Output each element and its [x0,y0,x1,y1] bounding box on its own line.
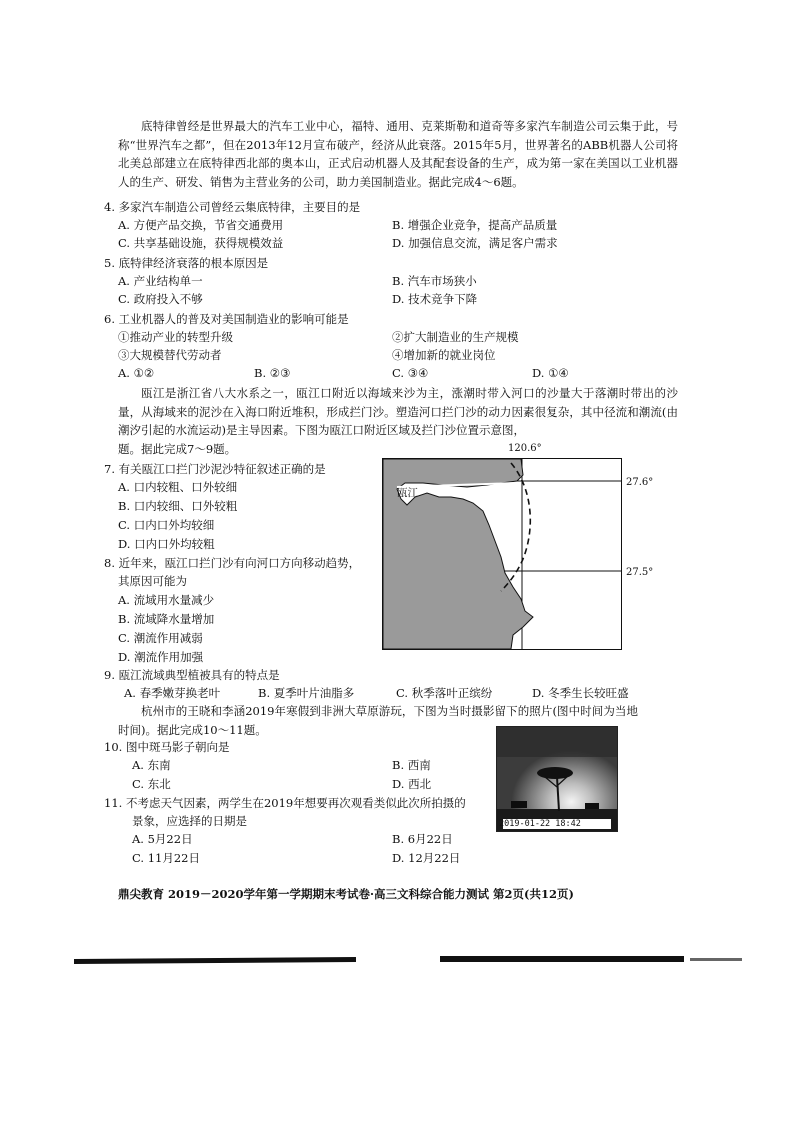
q4-option-a[interactable]: A. 方便产品交换，节省交通费用 [118,218,284,232]
q11-option-b[interactable]: B. 6月22日 [392,832,453,846]
q6-option-d[interactable]: D. ①④ [532,366,569,380]
q6-statement-2: ②扩大制造业的生产规模 [392,330,519,344]
q9-option-a[interactable]: A. 春季嫩芽换老叶 [124,686,221,700]
q10-option-c[interactable]: C. 东北 [132,777,171,791]
q11-option-d[interactable]: D. 12月22日 [392,851,461,865]
q5-option-d[interactable]: D. 技术竞争下降 [392,292,478,306]
question-10-stem: 10. 图中斑马影子朝向是 [104,740,230,754]
savanna-photo [496,726,618,832]
scan-edge-bar-left [74,957,356,964]
q6-statement-3: ③大规模替代劳动者 [118,348,222,362]
photo-timestamp: 2019-01-22 18:42 [499,819,581,829]
q10-option-d[interactable]: D. 西北 [392,777,432,791]
q10-option-a[interactable]: A. 东南 [132,758,171,772]
page-footer: 鼎尖教育 2019－2020学年第一学期期末考试卷·高三文科综合能力测试 第2页(共12页) [118,887,574,901]
map-longitude-label: 120.6° [508,443,542,454]
passage-oujiang [118,384,678,440]
q11-option-c[interactable]: C. 11月22日 [132,851,200,865]
q7-option-b[interactable]: B. 口内较细、口外较粗 [118,499,238,513]
q4-option-d[interactable]: D. 加强信息交流，满足客户需求 [392,236,558,250]
question-11-stem: 11. 不考虑天气因素，两学生在2019年想要再次观看类似此次所拍摄的 [104,796,466,810]
map-svg [383,459,621,649]
photo-svg [497,727,617,831]
q4-option-c[interactable]: C. 共享基础设施，获得规模效益 [118,236,284,250]
oujiang-map [382,458,622,650]
q5-option-b[interactable]: B. 汽车市场狭小 [392,274,477,288]
q8-option-b[interactable]: B. 流域降水量增加 [118,612,215,626]
q8-option-a[interactable]: A. 流域用水量减少 [118,593,215,607]
passage-text: 瓯江是浙江省八大水系之一，瓯江口附近以海域来沙为主，涨潮时带入河口的沙量大于落潮时带出的沙量，从海域来的泥沙在入海口附近堆积，形成拦门沙。塑造河口拦门沙的动力因素很复杂，其中径流和潮流(由潮汐引起的水流运动)是主导因素。下图为瓯江口附近区域及拦门沙位置示意图， [118,386,678,437]
q6-option-b[interactable]: B. ②③ [254,366,291,380]
q4-option-b[interactable]: B. 增强企业竞争，提高产品质量 [392,218,558,232]
question-8-stem: 8. 近年来，瓯江口拦门沙有向河口方向移动趋势， [104,556,361,570]
q6-statement-1: ①推动产业的转型升级 [118,330,233,344]
q8-option-c[interactable]: C. 潮流作用减弱 [118,631,203,645]
q10-option-b[interactable]: B. 西南 [392,758,431,772]
q11-option-a[interactable]: A. 5月22日 [132,832,193,846]
q5-option-a[interactable]: A. 产业结构单一 [118,274,203,288]
scan-edge-bar-right [440,956,684,962]
map-latitude-label-south: 27.5° [626,567,654,578]
scan-edge-bar-faint [690,958,742,961]
question-11-stem-line2: 景象，应选择的日期是 [132,814,247,828]
q8-option-d[interactable]: D. 潮流作用加强 [118,650,204,664]
q6-option-c[interactable]: C. ③④ [392,366,429,380]
q5-option-c[interactable]: C. 政府投入不够 [118,292,203,306]
question-8-stem-line2: 其原因可能为 [118,574,187,588]
passage-oujiang-tail: 题。据此完成7～9题。 [118,442,237,456]
question-9-stem: 9. 瓯江流域典型植被具有的特点是 [104,668,280,682]
q9-option-d[interactable]: D. 冬季生长较旺盛 [532,686,629,700]
q7-option-a[interactable]: A. 口内较粗、口外较细 [118,480,238,494]
passage-detroit [118,117,678,191]
q6-option-a[interactable]: A. ①② [118,366,155,380]
river-label: 瓯江 [397,487,418,499]
q9-option-b[interactable]: B. 夏季叶片油脂多 [258,686,355,700]
passage-text: 杭州市的王晓和李涵2019年寒假到非洲大草原游玩，下图为当时摄影留下的照片(图中时间为当地时间)。据此完成10～11题。 [118,704,638,737]
q7-option-c[interactable]: C. 口内口外均较细 [118,518,215,532]
passage-text: 底特律曾经是世界最大的汽车工业中心，福特、通用、克莱斯勒和道奇等多家汽车制造公司云集于此，号称“世界汽车之都”，但在2013年12月宣布破产，经济从此衰落。2015年5月，世界著名的ABB机器人公司将北美总部建立在底特律西北部的奥本山，正式启动机器人及其配套设备的生产，成为第一家在美国以工业机器人的生产、研发、销售为主营业务的公司，助力美国制造业。据此完成4～6题。 [118,119,678,189]
question-7-stem: 7. 有关瓯江口拦门沙泥沙特征叙述正确的是 [104,462,326,476]
q7-option-d[interactable]: D. 口内口外均较粗 [118,537,215,551]
question-5-stem: 5. 底特律经济衰落的根本原因是 [104,256,269,270]
question-4-stem: 4. 多家汽车制造公司曾经云集底特律，主要目的是 [104,200,361,214]
map-latitude-label-north: 27.6° [626,477,654,488]
question-6-stem: 6. 工业机器人的普及对美国制造业的影响可能是 [104,312,349,326]
q6-statement-4: ④增加新的就业岗位 [392,348,496,362]
q9-option-c[interactable]: C. 秋季落叶正缤纷 [396,686,493,700]
